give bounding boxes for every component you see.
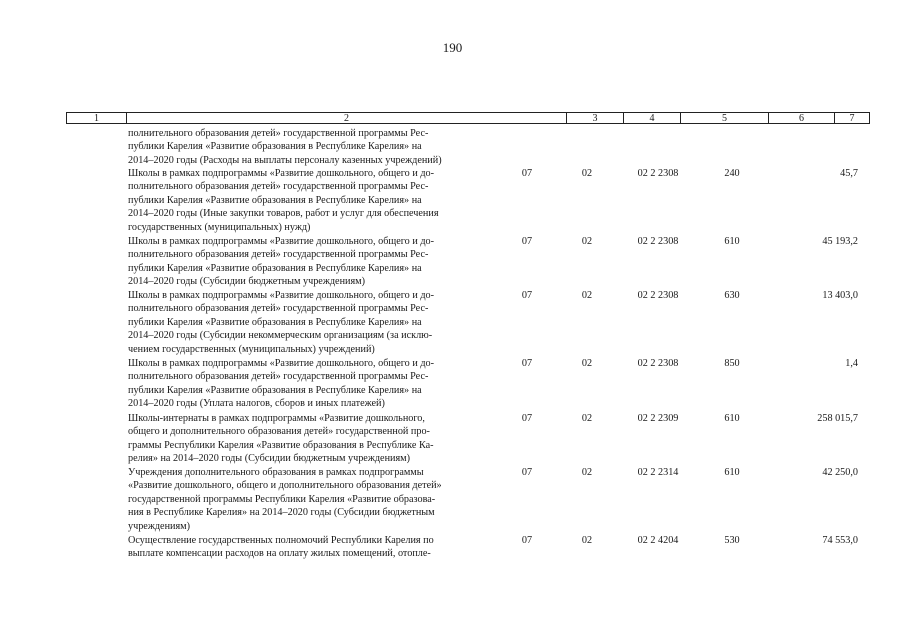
cell-c5: 02 2 2309 [637, 413, 679, 424]
cell-c4: 02 [581, 535, 593, 546]
cell-c4: 02 [581, 358, 593, 369]
cell-c5: 02 2 2308 [637, 168, 679, 179]
description-line: публики Карелия «Развитие образования в Республике Карелия» на [128, 316, 422, 328]
cell-c6: 610 [724, 467, 740, 478]
cell-c5: 02 2 2314 [637, 467, 679, 478]
cell-c6: 240 [724, 168, 740, 179]
row-description [128, 412, 506, 466]
page-number: 190 [442, 40, 463, 55]
description-line: Школы-интернаты в рамках подпрограммы «Развитие дошкольного, [128, 413, 425, 424]
description-line: чением государственных (муниципальных) учреждений) [128, 343, 375, 355]
cell-c7: 258 015,7 [817, 413, 858, 424]
description-line: выплате компенсации расходов на оплату жилых помещений, отопле- [128, 548, 431, 560]
cell-c5: 02 2 4204 [637, 535, 679, 546]
description-line: Учреждения дополнительного образования в рамках подпрограммы [128, 467, 424, 478]
description-line: 2014–2020 годы (Расходы на выплаты персоналу казенных учреждений) [128, 154, 442, 166]
cell-c5: 02 2 2308 [637, 236, 679, 247]
header-col-5: 5 [681, 113, 769, 123]
description-line: ния в Республике Карелия» на 2014–2020 годы (Субсидии бюджетным [128, 507, 435, 519]
cell-c3: 07 [521, 168, 533, 179]
description-line: 2014–2020 годы (Субсидии некоммерческим организациям (за исклю- [128, 330, 433, 342]
cell-c3: 07 [521, 467, 533, 478]
cell-c3: 07 [521, 290, 533, 301]
header-col-6: 6 [769, 113, 835, 123]
cell-c4: 02 [581, 168, 593, 179]
description-line: 2014–2020 годы (Субсидии бюджетным учреждениям) [128, 276, 366, 288]
description-line: «Развитие дошкольного, общего и дополнительного образования детей» [128, 480, 442, 492]
description-line: государственной программы Республики Карелия «Развитие образова- [128, 493, 436, 505]
table-header [66, 112, 870, 124]
cell-c6: 610 [724, 236, 740, 247]
description-line: 2014–2020 годы (Уплата налогов, сборов и иных платежей) [128, 398, 385, 410]
description-line: релия» на 2014–2020 годы (Субсидии бюджетным учреждениям) [128, 453, 411, 465]
description-line: Школы в рамках подпрограммы «Развитие дошкольного, общего и до- [128, 236, 434, 247]
description-line: 2014–2020 годы (Иные закупки товаров, работ и услуг для обеспечения [128, 208, 439, 220]
row-description [128, 466, 506, 533]
description-line: Школы в рамках подпрограммы «Развитие дошкольного, общего и до- [128, 290, 434, 301]
cell-c7: 13 403,0 [822, 290, 858, 301]
cell-c6: 850 [724, 358, 740, 369]
row-description [128, 534, 506, 561]
header-col-2: 2 [127, 113, 567, 123]
description-line: полнительного образования детей» государственной программы Рес- [128, 181, 429, 193]
header-col-7: 7 [849, 113, 855, 124]
description-line: полнительного образования детей» государственной программы Рес- [128, 249, 429, 261]
row-description [128, 289, 506, 356]
cell-c6: 630 [724, 290, 740, 301]
description-line: публики Карелия «Развитие образования в Республике Карелия» на [128, 384, 422, 396]
description-line: полнительного образования детей» государственной программы Рес- [128, 128, 429, 139]
row-description [128, 127, 506, 167]
header-col-4: 4 [624, 113, 681, 123]
cell-c4: 02 [581, 413, 593, 424]
cell-c7: 42 250,0 [822, 467, 858, 478]
description-line: Школы в рамках подпрограммы «Развитие дошкольного, общего и до- [128, 168, 434, 179]
row-description [128, 357, 506, 411]
description-line: государственных (муниципальных) нужд) [128, 221, 311, 233]
cell-c3: 07 [521, 358, 533, 369]
cell-c4: 02 [581, 467, 593, 478]
cell-c7: 45,7 [840, 168, 858, 179]
description-line: полнительного образования детей» государственной программы Рес- [128, 371, 429, 383]
cell-c7: 1,4 [845, 358, 858, 369]
description-line: публики Карелия «Развитие образования в Республике Карелия» на [128, 194, 422, 206]
description-line: публики Карелия «Развитие образования в Республике Карелия» на [128, 262, 422, 274]
cell-c6: 530 [724, 535, 740, 546]
description-line: Осуществление государственных полномочий Республики Карелия по [128, 535, 434, 546]
cell-c4: 02 [581, 236, 593, 247]
row-description [128, 235, 506, 289]
cell-c3: 07 [521, 535, 533, 546]
cell-c5: 02 2 2308 [637, 290, 679, 301]
cell-c7: 45 193,2 [822, 236, 858, 247]
cell-c4: 02 [581, 290, 593, 301]
header-col-1: 1 [67, 113, 127, 123]
description-line: учреждениям) [128, 520, 191, 532]
cell-c6: 610 [724, 413, 740, 424]
cell-c3: 07 [521, 236, 533, 247]
description-line: общего и дополнительного образования детей» государственной про- [128, 426, 430, 438]
header-col-3: 3 [567, 113, 624, 123]
description-line: граммы Республики Карелия «Развитие образования в Республике Ка- [128, 439, 434, 451]
description-line: публики Карелия «Развитие образования в Республике Карелия» на [128, 141, 422, 153]
cell-c3: 07 [521, 413, 533, 424]
cell-c7: 74 553,0 [822, 535, 858, 546]
description-line: полнительного образования детей» государственной программы Рес- [128, 303, 429, 315]
row-description [128, 167, 506, 234]
cell-c5: 02 2 2308 [637, 358, 679, 369]
description-line: Школы в рамках подпрограммы «Развитие дошкольного, общего и до- [128, 358, 434, 369]
